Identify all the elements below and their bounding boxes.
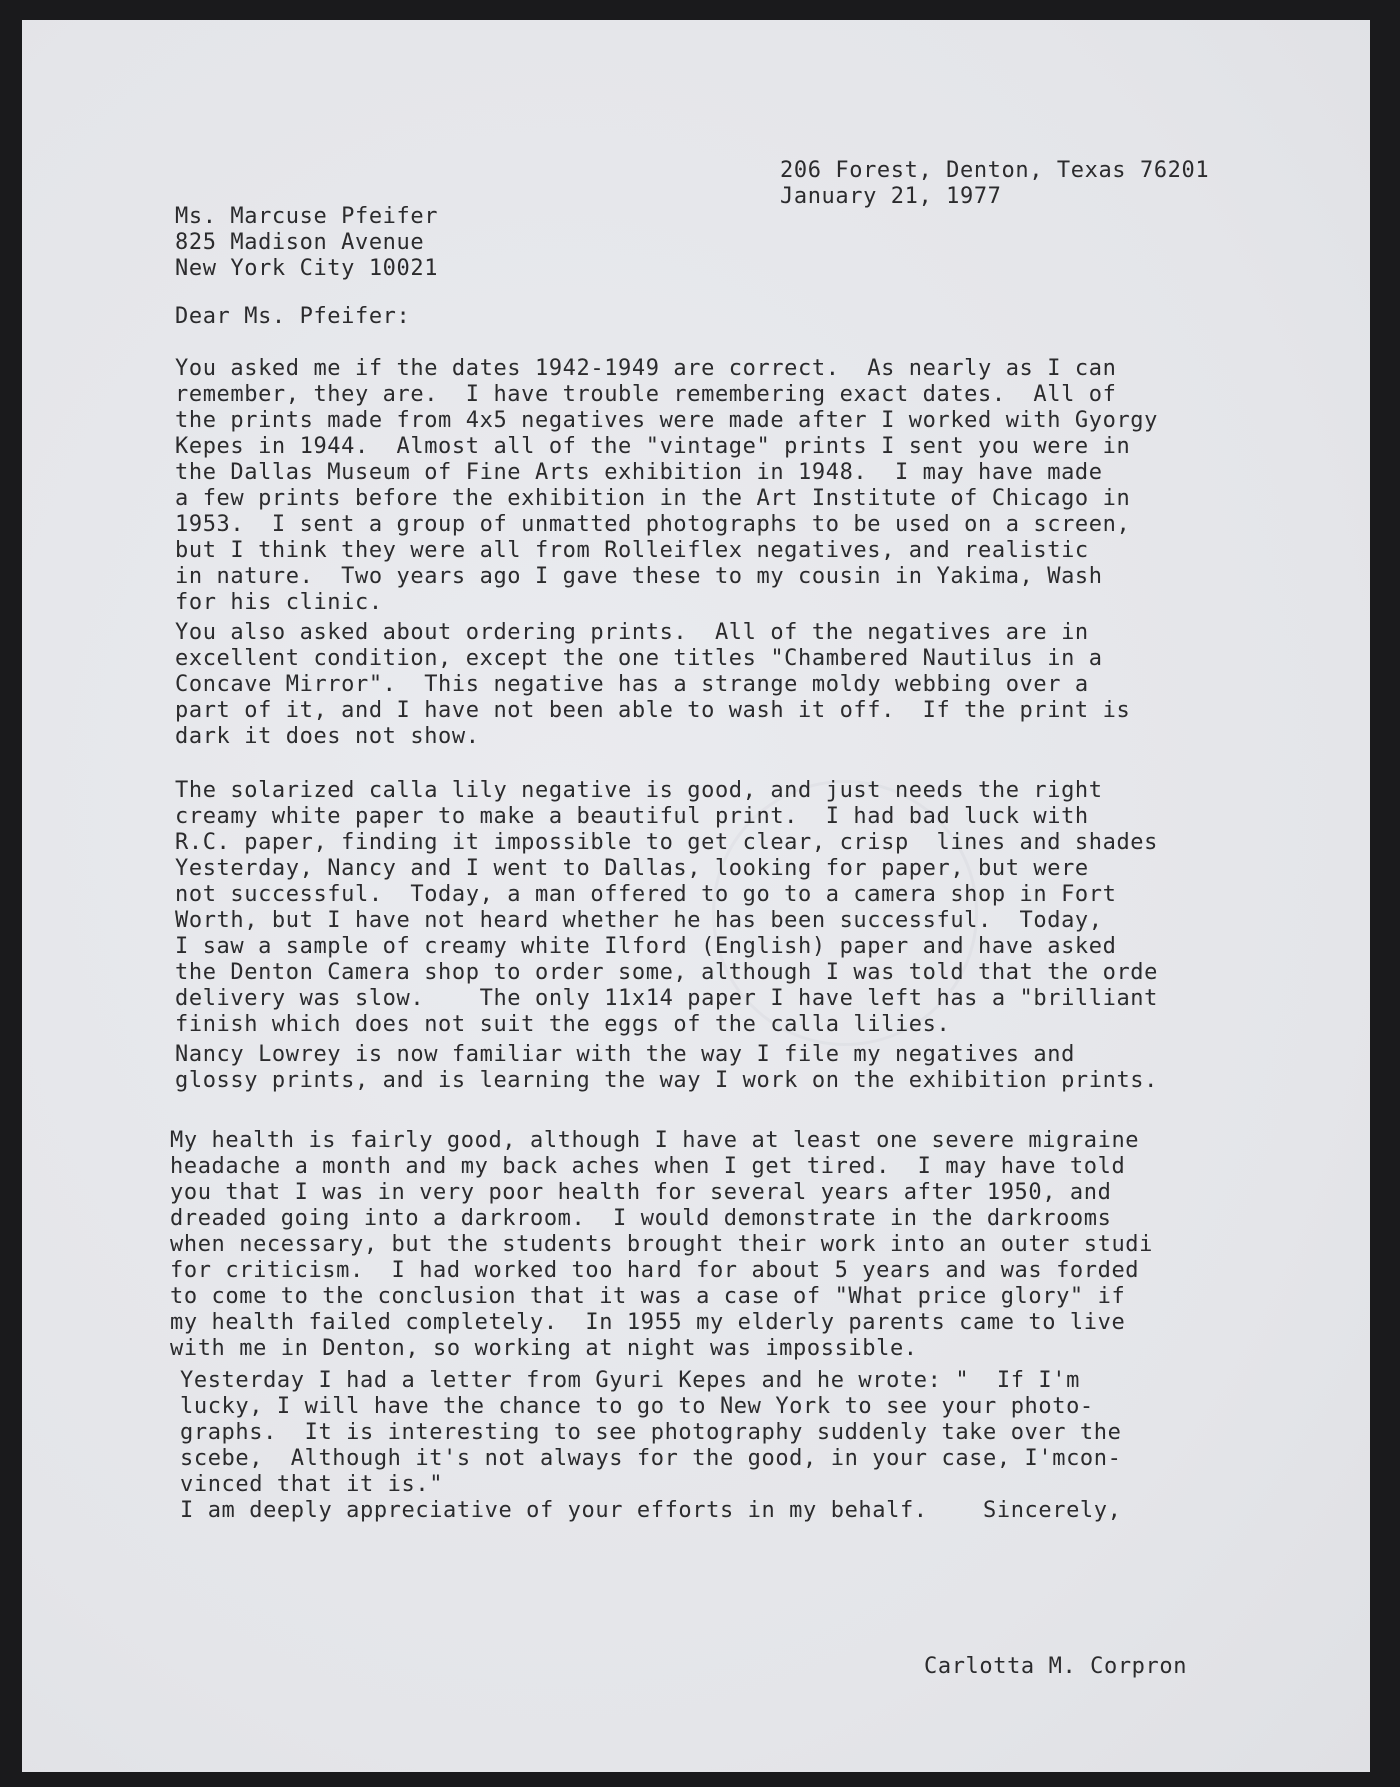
paragraph-line: I am deeply appreciative of your efforts in my behalf. Sincerely, — [180, 1498, 1122, 1523]
recipient-city: New York City 10021 — [175, 256, 439, 281]
paragraph-6 — [180, 1368, 1121, 1524]
recipient-name: Ms. Marcuse Pfeifer — [175, 204, 439, 229]
paragraph-line: in nature. Two years ago I gave these to my cousin in Yakima, Wash — [175, 564, 1103, 589]
paragraph-line: graphs. It is interesting to see photography suddenly take over the — [180, 1420, 1122, 1445]
paragraph-2 — [175, 620, 1130, 750]
paragraph-line: Kepes in 1944. Almost all of the "vintage" prints I sent you were in — [175, 434, 1131, 459]
paragraph-line: excellent condition, except the one titles "Chambered Nautilus in a — [175, 646, 1103, 671]
paragraph-5 — [170, 1128, 1153, 1362]
paragraph-line: for criticism. I had worked too hard for about 5 years and was forded — [170, 1258, 1140, 1283]
paragraph-4 — [175, 1042, 1158, 1094]
paragraph-line: finish which does not suit the eggs of the calla lilies. — [175, 1012, 951, 1037]
paragraph-line: to come to the conclusion that it was a case of "What price glory" if — [170, 1284, 1126, 1309]
paragraph-line: you that I was in very poor health for several years after 1950, and — [170, 1180, 1112, 1205]
paragraph-line: The solarized calla lily negative is good, and just needs the right — [175, 778, 1103, 803]
paragraph-line: Worth, but I have not heard whether he has been successful. Today, — [175, 908, 1103, 933]
paragraph-line: my health failed completely. In 1955 my elderly parents came to live — [170, 1310, 1126, 1335]
paragraph-line: scebe, Although it's not always for the good, in your case, I'mcon- — [180, 1446, 1122, 1471]
paragraph-line: delivery was slow. The only 11x14 paper I have left has a "brilliant — [175, 986, 1159, 1011]
paragraph-line: the prints made from 4x5 negatives were made after I worked with Gyorgy — [175, 408, 1159, 433]
paragraph-line: creamy white paper to make a beautiful print. I had bad luck with — [175, 804, 1089, 829]
paragraph-line: Concave Mirror". This negative has a strange moldy webbing over a — [175, 672, 1089, 697]
paragraph-line: R.C. paper, finding it impossible to get clear, crisp lines and shades — [175, 830, 1159, 855]
paragraph-line: You also asked about ordering prints. All of the negatives are in — [175, 620, 1089, 645]
paragraph-line: with me in Denton, so working at night was impossible. — [170, 1336, 918, 1361]
letter-date: January 21, 1977 — [780, 184, 1002, 209]
salutation: Dear Ms. Pfeifer: — [175, 304, 411, 329]
signature-name: Carlotta M. Corpron — [924, 1654, 1188, 1679]
paragraph-line: but I think they were all from Rolleiflex negatives, and realistic — [175, 538, 1089, 563]
paragraph-line: vinced that it is." — [180, 1472, 444, 1497]
paragraph-line: Nancy Lowrey is now familiar with the way I file my negatives and — [175, 1042, 1075, 1067]
paragraph-1 — [175, 356, 1158, 616]
paragraph-line: remember, they are. I have trouble remembering exact dates. All of — [175, 382, 1117, 407]
paragraph-line: dreaded going into a darkroom. I would demonstrate in the darkrooms — [170, 1206, 1112, 1231]
paragraph-line: Yesterday I had a letter from Gyuri Kepes and he wrote: " If I'm — [180, 1368, 1080, 1393]
paragraph-line: when necessary, but the students brought their work into an outer studi — [170, 1232, 1154, 1257]
return-address-street: 206 Forest, Denton, Texas 76201 — [780, 158, 1210, 183]
paragraph-line: dark it does not show. — [175, 724, 480, 749]
paragraph-line: the Dallas Museum of Fine Arts exhibition in 1948. I may have made — [175, 460, 1103, 485]
paragraph-line: glossy prints, and is learning the way I work on the exhibition prints. — [175, 1068, 1159, 1093]
paragraph-line: headache a month and my back aches when I get tired. I may have told — [170, 1154, 1126, 1179]
paragraph-line: 1953. I sent a group of unmatted photographs to be used on a screen, — [175, 512, 1131, 537]
paragraph-line: Yesterday, Nancy and I went to Dallas, looking for paper, but were — [175, 856, 1089, 881]
paragraph-line: You asked me if the dates 1942-1949 are correct. As nearly as I can — [175, 356, 1117, 381]
paragraph-line: not successful. Today, a man offered to go to a camera shop in Fort — [175, 882, 1117, 907]
paragraph-line: a few prints before the exhibition in the Art Institute of Chicago in — [175, 486, 1131, 511]
recipient-street: 825 Madison Avenue — [175, 230, 425, 255]
paragraph-line: part of it, and I have not been able to wash it off. If the print is — [175, 698, 1131, 723]
paragraph-3 — [175, 778, 1158, 1038]
paragraph-line: My health is fairly good, although I have at least one severe migraine — [170, 1128, 1140, 1153]
paragraph-line: the Denton Camera shop to order some, although I was told that the orde — [175, 960, 1159, 985]
paragraph-line: lucky, I will have the chance to go to New York to see your photo- — [180, 1394, 1094, 1419]
paragraph-line: for his clinic. — [175, 590, 383, 615]
letter-page — [22, 20, 1370, 1772]
paragraph-line: I saw a sample of creamy white Ilford (English) paper and have asked — [175, 934, 1117, 959]
